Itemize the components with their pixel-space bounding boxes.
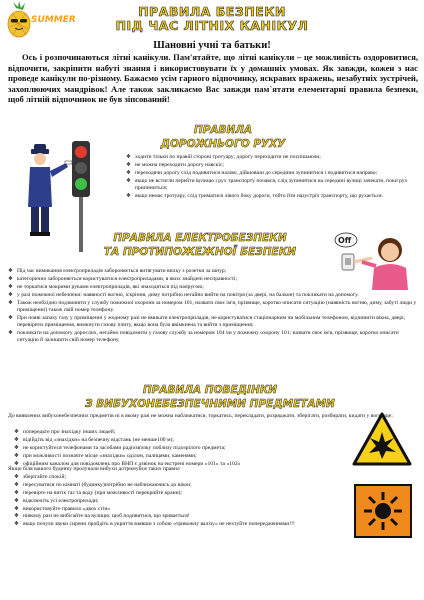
list-item: ❖ якщо не встигли перейти вулицю і рух транспорту почався, слід зупинитися на середині вулиці зачекати, поки рух припиниться;: [126, 178, 418, 193]
list-item: ❖ офіційним каналом для повідомлень про ВНП є дзвінок на екстрені номери «101» та «102»: [14, 461, 344, 468]
explosive-intro: До виявлених вибухонебезпечних предметів ні в якому разі не можна наближатися, торкатись, перекладати, розряджати, зберігати, розбирати, кидати у вогнище;: [8, 413, 393, 419]
page-title-line2: ПІД ЧАС ЛІТНІХ КАНІКУЛ: [115, 18, 309, 33]
traffic-title-line1: ПРАВИЛА: [193, 124, 253, 136]
list-item: ❖ якщо почули звуки сирени пройдіть в укриття взявши з собою «тривожну валізу» не нехтуйте попередженнями!!!: [14, 521, 418, 528]
list-item: ❖ пересуватися по кімнаті (будинку)потрібно не наближаючись до вікон;: [14, 482, 418, 489]
list-item: ❖ Також необхідно подзвонити у службу пожежної охорони за номером 101, назвати своє ім'я, прізвище, коротко описати ситуацію (наявність вогню, диму, забуті люди у приміщенні) також свій номер телефону.: [8, 300, 418, 315]
greeting: Шановні учні та батьки!: [153, 40, 271, 51]
list-item: ❖ не можна переходити дорогу навскіс;: [126, 162, 418, 169]
explosive-title-line2: З ВИБУХОНЕБЕЗПЕЧНИМИ ПРЕДМЕТАМИ: [85, 398, 335, 410]
electric-title-line2: ТА ПРОТИПОЖЕЖНОЇ БЕЗПЕКИ: [103, 246, 297, 258]
list-item: ❖ використовуйте правило «двох стін»: [14, 506, 418, 513]
explosive-middle-text: Якщо біля вашого будинку пролунали вибухи дотримуйся таких правил: [8, 466, 180, 472]
list-item: ❖ при можливості позначте місце «знахідки» оділом, палицями, каменями;: [14, 453, 344, 460]
traffic-rules-list: [126, 154, 418, 201]
page-title-line1: ПРАВИЛА БЕЗПЕКИ: [138, 4, 286, 19]
explosive-warning-triangle-icon: [352, 412, 412, 466]
list-item: ❖ категорично забороняється користуватися електроприладами, в яких знайдені несправності;: [8, 276, 418, 283]
list-item: ❖ покликати на допомогу дорослих, негайно повідомити у газову службу за номером 104 чи у пожежну охорону 101; назвати своє ім'я, прізвище, коротко описати ситуацію й залишити свій номер телефону.: [8, 330, 418, 345]
explosive-rules-list-a: [14, 429, 344, 468]
list-item: ❖ зберігайте спокій;: [14, 474, 418, 481]
list-item: ❖ переходячи дорогу слід подивитися наліво, дійшовши до середини зупинитися і подивитися направо;: [126, 170, 418, 177]
list-item: ❖ перевірте на витік газ та воду (при можливості перекрийте крани);: [14, 490, 418, 497]
electric-title-line1: ПРАВИЛА ЕЛЕКТРОБЕЗПЕКИ: [113, 232, 287, 244]
list-item: ❖ відійдіть від «знахідки» на безпечну відстань (не менше100 м);: [14, 437, 344, 444]
off-label: Off: [338, 236, 352, 245]
list-item: ❖ якщо немає тротуару, слід триматися лівого боку дороги, тобто йти назустріч транспорту, що рухається.: [126, 193, 418, 200]
list-item: ❖ Під час вимикання електроприладів забороняється витягувати вилку з розетки за шнур;: [8, 268, 418, 275]
list-item: ❖ попередьте про знахідку інших людей;: [14, 429, 344, 436]
explosive-hazard-sign-icon: [354, 484, 412, 538]
list-item: ❖ відключіть усі електроприлади;: [14, 498, 418, 505]
summer-logo-text: SUMMER: [31, 15, 76, 25]
list-item: ❖ не користуйтеся телефонами та засобами радіозв'язку поблизу підозрілого предмета;: [14, 445, 344, 452]
list-item: ❖ у разі пожежної небезпеки: наявності вогню, іскріння, диму потрібно негайно вийти на повітря (за двері, на балкон) та покликати на допомогу.: [8, 292, 418, 299]
explosive-title-line1: ПРАВИЛА ПОВЕДІНКИ: [142, 384, 278, 396]
traffic-title-line2: ДОРОЖНЬОГО РУХУ: [160, 138, 286, 150]
electric-rules-list: [8, 268, 418, 345]
list-item: ❖ не торкатися мокрими руками електроприладів, які знаходяться під напругою;: [8, 284, 418, 291]
intro-paragraph: Ось і розпочинаються літні канікули. Пам'ятайте, що літні канікули – це можливість оздоровитися, відпочити, закріпити набуті знання і використовувати їх у домашніх умовах. Як завжди, кожен з нас проведе канікули по-різному. Бажаємо усім гарного відпочинку, яскравих вражень, незабутніх зустрічей, захоплюючих мандрівок! Але також закликаємо Вас завжди пам`ятати елементарні правила безпеки, щоб літній відпочинок не був зіпсований!: [8, 52, 418, 105]
list-item: ❖ ходити тільки по правій стороні тротуару; дорогу переходити не поспішаючи;: [126, 154, 418, 161]
list-item: ❖ При появі запаху газу у приміщенні у жодному разі не вмикати електроприладів, не користуватися стаціонарним чи мобільним телефоном, відчинити вікна, двері, перевірити приміщення, вимкнути газову плиту, якщо вона була ввімкнена та вийти з приміщення;: [8, 315, 418, 330]
list-item: ❖ ніякому разі не вибігайте на вулицю, щоб подивитися, що зриваєтьcя!: [14, 513, 418, 520]
